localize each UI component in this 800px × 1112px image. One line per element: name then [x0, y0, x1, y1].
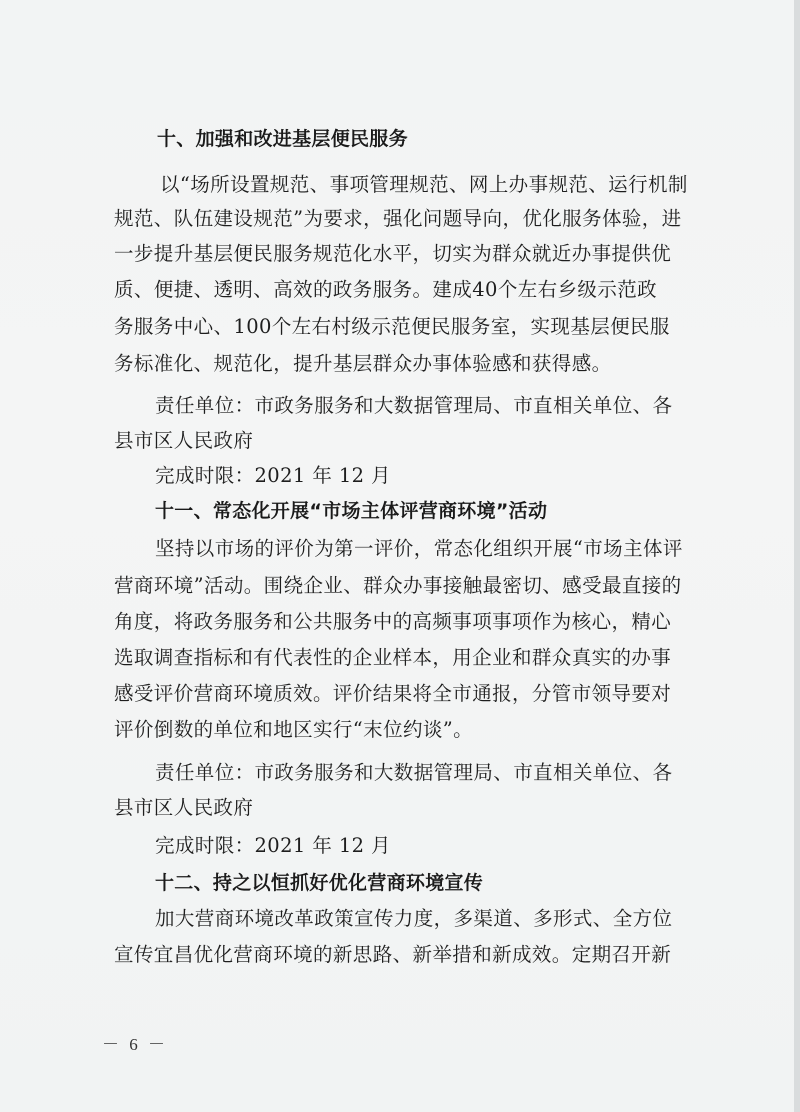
body-line: 营商环境”活动。围绕企业、群众办事接触最密切、感受最直接的 — [114, 574, 682, 597]
heading-section-10: 十、加强和改进基层便民服务 — [157, 128, 408, 150]
body-line: 角度，将政务服务和公共服务中的高频事项事项作为核心，精心 — [114, 610, 672, 633]
body-line: 感受评价营商环境质效。评价结果将全市通报，分管市领导要对 — [114, 682, 672, 705]
responsible-unit-line: 县市区人民政府 — [114, 429, 254, 452]
body-line: 选取调查指标和有代表性的企业样本，用企业和群众真实的办事 — [114, 646, 672, 669]
heading-section-12: 十二、持之以恒抓好优化营商环境宣传 — [155, 872, 484, 894]
body-line: 加大营商环境改革政策宣传力度，多渠道、多形式、全方位 — [155, 907, 673, 930]
body-line: 规范、队伍建设规范”为要求，强化问题导向，优化服务体验，进 — [114, 207, 682, 230]
body-line: 评价倒数的单位和地区实行“末位约谈”。 — [114, 718, 474, 741]
body-line: 宣传宜昌优化营商环境的新思路、新举措和新成效。定期召开新 — [114, 943, 672, 966]
body-line: 务服务中心、100个左右村级示范便民服务室，实现基层便民服 — [114, 315, 670, 338]
body-line: 质、便捷、透明、高效的政务服务。建成40个左右乡级示范政 — [114, 278, 658, 301]
body-line: 务标准化、规范化，提升基层群众办事体验感和获得感。 — [114, 352, 612, 375]
body-line: 以“场所设置规范、事项管理规范、网上办事规范、运行机制 — [160, 173, 688, 196]
page-edge — [794, 0, 800, 1112]
responsible-unit-line: 责任单位：市政务服务和大数据管理局、市直相关单位、各 — [155, 394, 673, 417]
deadline-line: 完成时限：2021 年 12 月 — [155, 834, 391, 857]
responsible-unit-line: 县市区人民政府 — [114, 796, 254, 819]
responsible-unit-line: 责任单位：市政务服务和大数据管理局、市直相关单位、各 — [155, 761, 673, 784]
heading-section-11: 十一、常态化开展“市场主体评营商环境”活动 — [155, 500, 548, 522]
deadline-line: 完成时限：2021 年 12 月 — [155, 464, 391, 487]
body-line: 一步提升基层便民服务规范化水平，切实为群众就近办事提供优 — [114, 242, 672, 265]
page-number: － 6 － — [102, 1035, 168, 1054]
body-line: 坚持以市场的评价为第一评价，常态化组织开展“市场主体评 — [155, 537, 683, 560]
